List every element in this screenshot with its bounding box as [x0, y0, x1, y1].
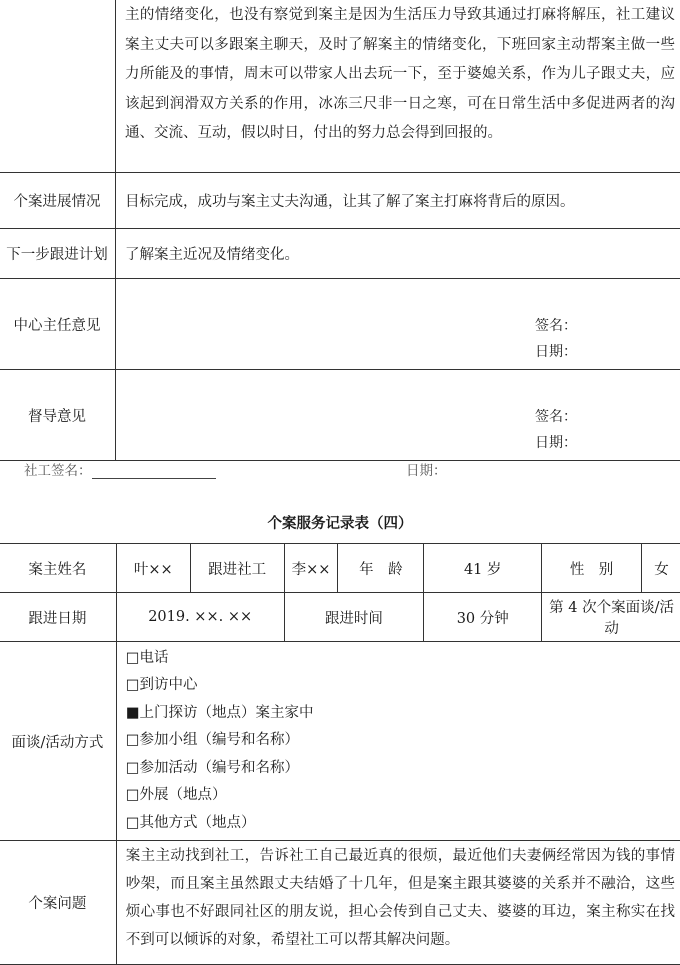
method-visit-center: □到访中心	[126, 672, 680, 700]
client-name-value: 叶××	[116, 544, 190, 593]
problem-text: 案主主动找到社工，告诉社工自己最近真的很烦，最近他们夫妻俩经常因为钱的事情吵架，而且案主虽然跟丈夫结婚了十几年，但是案主跟其婆婆的关系并不融洽，这些烦心事也不好跟同社区的朋友说，担心会传到自己丈夫、婆婆的耳边，案主称实在找不到可以倾诉的对象，希望社工可以帮其解决问题。	[117, 841, 680, 954]
progress-row	[0, 173, 680, 229]
followup-row	[0, 593, 680, 642]
date-value: 2019. ××. ××	[116, 593, 284, 642]
problem-label: 个案问题	[0, 841, 116, 965]
duration-value: 30 分钟	[424, 593, 542, 642]
problem-row	[0, 841, 680, 965]
duration-label: 跟进时间	[284, 593, 424, 642]
director-cell	[116, 279, 680, 370]
social-worker-signature	[24, 459, 216, 479]
worker-label: 跟进社工	[190, 544, 284, 593]
case-service-record-table	[0, 543, 680, 965]
age-value: 41 岁	[424, 544, 542, 593]
next-plan-label: 下一步跟进计划	[0, 229, 116, 279]
method-list	[116, 642, 680, 841]
signature-date	[406, 459, 447, 479]
supervisor-cell	[116, 370, 680, 461]
director-label: 中心主任意见	[0, 279, 116, 370]
social-worker-sign-label: 社工签名：	[24, 463, 92, 479]
method-activity: □参加活动（编号和名称）	[126, 755, 680, 783]
supervisor-row	[0, 370, 680, 461]
progress-text: 目标完成，成功与案主丈夫沟通，让其了解了案主打麻将背后的原因。	[116, 173, 680, 229]
analysis-label-cell	[0, 0, 116, 173]
method-home-visit: ■上门探访（地点）案主家中	[126, 700, 680, 728]
worker-value: 李××	[284, 544, 338, 593]
director-sign: 签名：	[535, 315, 577, 335]
method-label: 面谈/活动方式	[0, 642, 116, 841]
supervisor-label: 督导意见	[0, 370, 116, 461]
method-other: □其他方式（地点）	[126, 810, 680, 838]
progress-label: 个案进展情况	[0, 173, 116, 229]
problem-cell	[116, 841, 680, 965]
method-outreach: □外展（地点）	[126, 782, 680, 810]
date-label: 跟进日期	[0, 593, 116, 642]
director-date: 日期：	[535, 341, 577, 361]
gender-label: 性 别	[542, 544, 642, 593]
age-label: 年 龄	[338, 544, 424, 593]
gender-value: 女	[641, 544, 680, 593]
client-name-label: 案主姓名	[0, 544, 116, 593]
method-group: □参加小组（编号和名称）	[126, 727, 680, 755]
previous-record-table	[0, 0, 680, 461]
supervisor-date: 日期：	[535, 432, 577, 452]
session-value: 第 4 次个案面谈/活动	[542, 593, 680, 642]
method-phone: □电话	[126, 645, 680, 673]
basic-info-row	[0, 544, 680, 593]
signature-line	[92, 462, 216, 479]
analysis-text: 主的情绪变化，也没有察觉到案主是因为生活压力导致其通过打麻将解压，社工建议案主丈夫可以多跟案主聊天，及时了解案主的情绪变化，下班回家主动帮案主做一些力所能及的事情，周末可以带家人出去玩一下，至于婆媳关系，作为儿子跟丈夫，应该起到润滑双方关系的作用，冰冻三尺非一日之寒，可在日常生活中多促进两者的沟通、交流、互动，假以时日，付出的努力总会得到回报的。	[125, 1, 675, 149]
method-row	[0, 642, 680, 841]
analysis-row	[0, 0, 680, 173]
director-row	[0, 279, 680, 370]
next-plan-row	[0, 229, 680, 279]
form-title: 个案服务记录表（四）	[0, 512, 680, 533]
next-plan-text: 了解案主近况及情绪变化。	[116, 229, 680, 279]
supervisor-sign: 签名：	[535, 406, 577, 426]
analysis-cell	[116, 0, 680, 173]
signature-date-label: 日期：	[406, 463, 447, 479]
